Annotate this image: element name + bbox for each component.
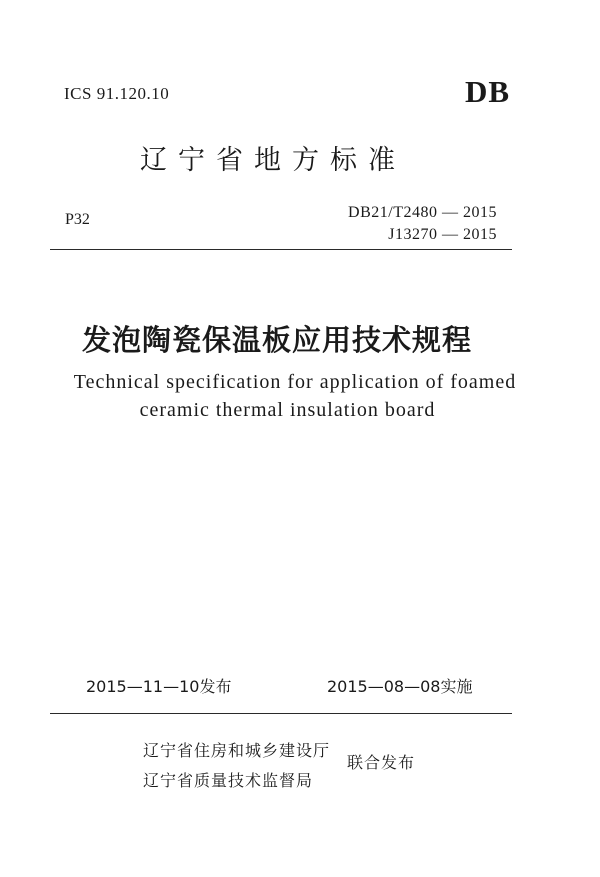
document-title-zh: 发泡陶瓷保温板应用技术规程 bbox=[82, 323, 473, 357]
registration-number: J13270 — 2015 bbox=[388, 226, 497, 243]
issuer-org-1: 辽宁省住房和城乡建设厅 bbox=[143, 741, 331, 760]
top-divider bbox=[50, 249, 512, 250]
issuer-org-2: 辽宁省质量技术监督局 bbox=[143, 771, 314, 790]
issue-date: 2015—11—10发布 bbox=[86, 677, 232, 696]
classification-code: P32 bbox=[65, 211, 90, 228]
document-title-en bbox=[0, 368, 600, 424]
title-en-line-1: Technical specification for application of foamed bbox=[73, 371, 517, 393]
ics-code: ICS 91.120.10 bbox=[64, 84, 170, 103]
standard-number: DB21/T2480 — 2015 bbox=[348, 204, 497, 221]
standard-number-block bbox=[348, 202, 497, 246]
db-mark: DB bbox=[465, 74, 511, 109]
implementation-date: 2015—08—08实施 bbox=[327, 677, 473, 696]
joint-issue-label: 联合发布 bbox=[347, 753, 416, 772]
bottom-divider bbox=[50, 713, 512, 714]
issuer-list bbox=[143, 736, 330, 796]
title-en-line-2: ceramic thermal insulation board bbox=[139, 399, 436, 421]
standard-type-heading: 辽宁省地方标准 bbox=[140, 145, 406, 176]
